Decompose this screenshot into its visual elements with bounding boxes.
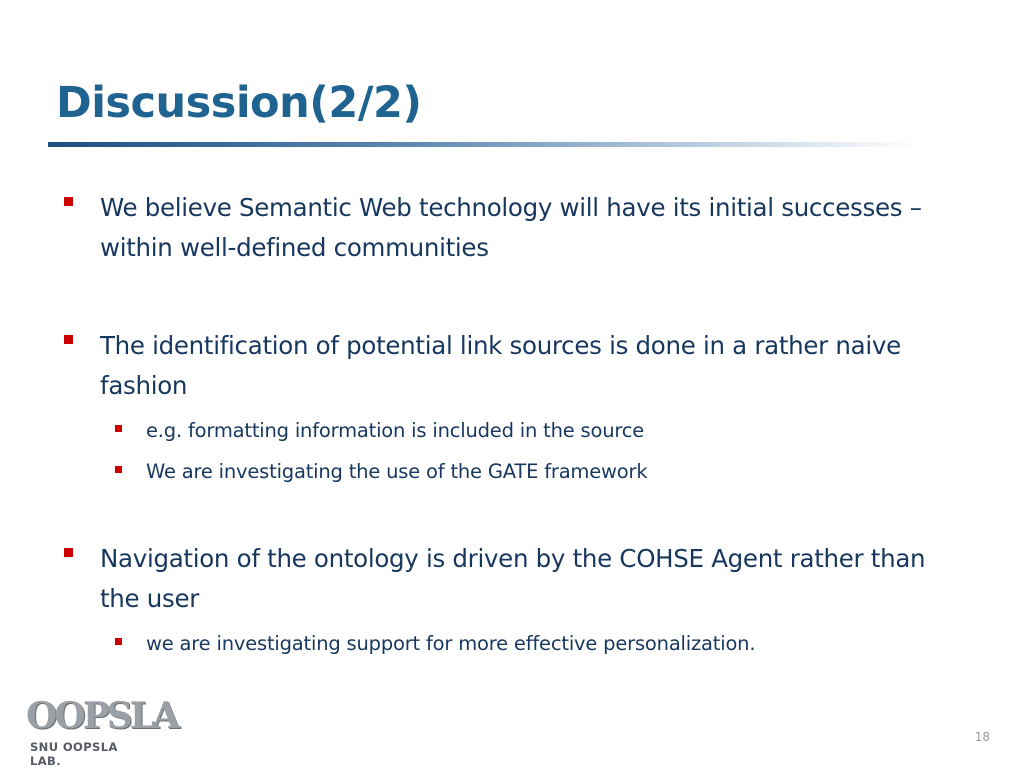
logo-caption: SNU OOPSLA LAB.	[30, 740, 118, 768]
sub-bullet-text: e.g. formatting information is included in the source	[146, 419, 645, 442]
bullet-item-3	[64, 539, 964, 619]
sub-bullet-text: we are investigating support for more effective personalization.	[146, 632, 756, 655]
bullet-text: Navigation of the ontology is driven by the COHSE Agent rather than the user	[100, 544, 926, 613]
square-bullet-icon	[115, 425, 122, 432]
bullet-item-1	[64, 188, 964, 268]
page-number: 18	[974, 730, 990, 744]
sub-bullet-item-2-1	[115, 418, 935, 444]
slide-title: Discussion(2/2)	[56, 78, 422, 128]
square-bullet-icon	[64, 197, 73, 206]
logo-mark: OOPSLA	[26, 695, 178, 737]
sub-bullet-item-2-2	[115, 459, 935, 485]
bullet-text: The identification of potential link sources is done in a rather naive fashion	[100, 331, 901, 400]
sub-bullet-item-3-1	[115, 631, 935, 657]
oopsla-logo	[26, 695, 178, 768]
bullet-text: We believe Semantic Web technology will have its initial successes – within well-defined communities	[100, 193, 922, 262]
square-bullet-icon	[115, 466, 122, 473]
bullet-item-2	[64, 326, 964, 406]
square-bullet-icon	[64, 335, 73, 344]
square-bullet-icon	[115, 638, 122, 645]
square-bullet-icon	[64, 548, 73, 557]
title-underline	[48, 142, 918, 147]
sub-bullet-text: We are investigating the use of the GATE framework	[146, 460, 648, 483]
